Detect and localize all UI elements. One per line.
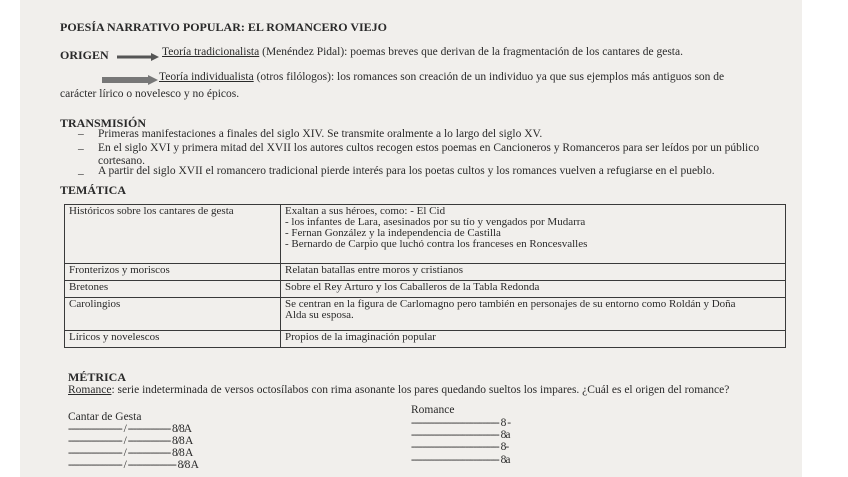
descripcion-line: Sobre el Rey Arturo y los Caballeros de la Tabla Redonda <box>285 281 540 293</box>
cantar-gesta-line: ------------------- / --------------- 8/8A <box>68 423 192 435</box>
document-title: POESÍA NARRATIVO POPULAR: EL ROMANCERO VIEJO <box>60 20 388 34</box>
bullet-dash: – <box>78 168 84 180</box>
romance-line: ------------------------------- 8 - <box>411 417 511 429</box>
descripcion-line: - Fernan González y la independencia de Castilla <box>285 227 501 239</box>
table-row <box>65 298 786 331</box>
document-page <box>20 0 802 477</box>
transmision-heading: TRANSMISIÓN <box>60 116 147 130</box>
teoria-tradicionalista-link: Teoría tradicionalista <box>162 46 260 58</box>
origen-teoria-1 <box>162 46 683 59</box>
arrow-icon <box>102 75 158 85</box>
romance-line: ------------------------------- 8a <box>411 429 510 441</box>
table-cell-tipo: Históricos sobre los cantares de gesta <box>65 205 281 264</box>
bullet-dash: – <box>78 143 84 155</box>
descripcion-line: Propios de la imaginación popular <box>285 331 436 343</box>
transmision-item-1: Primeras manifestaciones a finales del siglo XIV. Se transmite oralmente a lo largo del siglo XV. <box>98 128 543 140</box>
table-cell-descripcion <box>281 281 786 298</box>
descripcion-line: Se centran en la figura de Carlomagno pero también en personajes de su entorno como Roldán y Doña <box>285 298 736 310</box>
origen-teoria-2-cont: carácter lírico o novelesco y no épicos. <box>60 88 240 100</box>
transmision-item-2: En el siglo XVI y primera mitad del XVII los autores cultos recogen estos poemas en Cancioneros y Romanceros para ser leídos por un público <box>98 142 760 154</box>
tematica-heading: TEMÁTICA <box>60 183 127 197</box>
transmision-item-2-cont: cortesano. <box>98 155 145 167</box>
romance-label: Romance <box>411 404 455 416</box>
metrica-definicion <box>68 384 729 397</box>
descripcion-line: - Bernardo de Carpio que luchó contra los franceses en Roncesvalles <box>285 238 588 250</box>
cantar-gesta-label: Cantar de Gesta <box>68 411 142 423</box>
table-row <box>65 264 786 281</box>
cantar-gesta-line: ------------------- / ----------------- 8/8 A <box>68 459 198 471</box>
origen-heading: ORIGEN <box>60 48 109 62</box>
table-cell-tipo: Carolingios <box>65 298 281 331</box>
origen-teoria-2 <box>159 71 724 84</box>
metrica-heading: MÉTRICA <box>68 370 127 384</box>
descripcion-line: Alda su esposa. <box>285 309 354 321</box>
teoria-individualista-link: Teoría individualista <box>159 71 254 83</box>
table-row <box>65 205 786 264</box>
table-cell-descripcion <box>281 264 786 281</box>
table-cell-descripcion <box>281 298 786 331</box>
descripcion-line: Exaltan a sus héroes, como: - El Cid <box>285 205 446 217</box>
table-row <box>65 331 786 348</box>
table-cell-tipo: Líricos y novelescos <box>65 331 281 348</box>
descripcion-line: - los infantes de Lara, asesinados por su tío y vengados por Mudarra <box>285 216 586 228</box>
table-row <box>65 281 786 298</box>
cantar-gesta-line: ------------------- / --------------- 8/8 A <box>68 435 193 447</box>
table-cell-descripcion <box>281 205 786 264</box>
arrow-icon <box>117 53 159 61</box>
table-cell-tipo: Bretones <box>65 281 281 298</box>
table-cell-descripcion <box>281 331 786 348</box>
romance-line: ------------------------------- 8- <box>411 441 509 453</box>
romance-term: Romance <box>68 384 112 396</box>
table-cell-tipo: Fronterizos y moriscos <box>65 264 281 281</box>
teoria-individualista-text: (otros filólogos): los romances son creación de un individuo ya que sus ejemplos más antiguos son de <box>253 71 725 83</box>
transmision-item-3: A partir del siglo XVII el romancero tradicional pierde interés para los poetas cultos y los romances vuelven a refugiarse en el pueblo. <box>98 165 715 177</box>
descripcion-line: Relatan batallas entre moros y cristianos <box>285 264 464 276</box>
romance-line: ------------------------------- 8a <box>411 454 510 466</box>
tematica-table <box>64 204 786 348</box>
cantar-gesta-line: ------------------- / --------------- 8/8 A <box>68 447 193 459</box>
bullet-dash: – <box>78 128 84 140</box>
teoria-tradicionalista-text: (Menéndez Pidal): poemas breves que derivan de la fragmentación de los cantares de gesta. <box>259 46 683 58</box>
romance-definition-text: : serie indeterminada de versos octosílabos con rima asonante los pares quedando sueltos los impares. ¿Cuál es el origen del romance? <box>111 384 730 396</box>
